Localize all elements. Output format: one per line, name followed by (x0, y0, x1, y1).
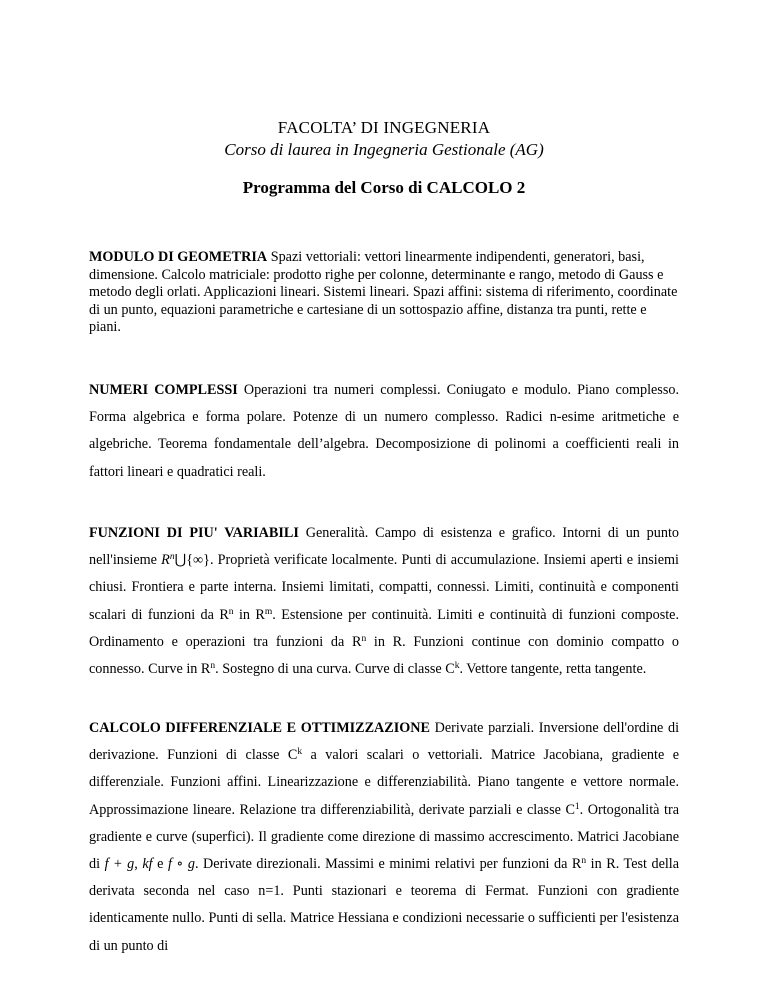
section-title-complessi: NUMERI COMPLESSI (89, 382, 238, 398)
text-run: a valori scalari o vettoriali. Matrice Jacobiana, gradiente e differenziale. Funzioni affini. Linearizzazione e differenziabilità. Piano tangente e vettore normale. Approssimazione lineare. Relazione tra differenziabilità, derivate parziali e classe C (89, 747, 679, 818)
superscript: n (228, 606, 234, 617)
math-f-plus-g: f + g (104, 856, 135, 873)
text-run: Generalità. Campo di esistenza e grafico. Intorni di un punto nell'insieme (89, 525, 679, 569)
superscript: k (454, 661, 460, 672)
section-title-funzioni: FUNZIONI DI PIU' VARIABILI (89, 525, 299, 541)
superscript: n (581, 856, 587, 867)
section-text-complessi: Operazioni tra numeri complessi. Coniugato e modulo. Piano complesso. Forma algebrica e forma polare. Potenze di un numero complesso. Radici n-esime aritmetiche e algebriche. Teorema fondamentale dell’algebra. Decomposizione di polinomi a coefficienti reali in fattori lineari e quadratici reali. (89, 382, 679, 480)
text-run: . Sostegno di una curva. Curve di classe C (215, 661, 455, 678)
text-run: . Proprietà verificate localmente. Punti di accumulazione. Insiemi aperti e insiemi chiusi. Frontiera e parte interna. Insiemi limitati, compatti, connessi. Limiti, continuità e componenti scalari di funzioni da R (89, 552, 680, 623)
math-f-compose-g: f ∘ g (167, 856, 195, 873)
section-text-geometria: Spazi vettoriali: vettori linearmente indipendenti, generatori, basi, dimensione. Calcolo matriciale: prodotto righe per colonne, determinante e rango, metodo di Gauss e metodo degli orlati. Applicazioni lineari. Sistemi lineari. Spazi affini: sistema di riferimento, coordinate di un punto, equazioni parametriche e cartesiane di un sottospazio affine, distanza tra punti, rette e piani. (89, 249, 678, 336)
section-funzioni (89, 520, 679, 683)
superscript: 1 (574, 801, 580, 812)
text-run: . Ortogonalità tra gradiente e curve (superfici). Il gradiente come direzione di massimo accrescimento. Matrici Jacobiane di (89, 801, 679, 873)
math-union-infinity: ⋃{∞} (174, 552, 210, 569)
text-run: in R. Test della derivata seconda nel caso n=1. Punti stazionari e teorema di Fermat. Funzioni con gradiente identicamente nullo. Punti di sella. Matrice Hessiana e condizioni necessarie o sufficienti per l'esistenza di un punto di (89, 856, 680, 954)
text-run: e (157, 856, 164, 873)
section-numeri-complessi (89, 377, 679, 486)
text-run: , (134, 856, 138, 873)
text-run: in R (233, 606, 265, 623)
math-kf: kf (142, 856, 153, 873)
course-subtitle: Corso di laurea in Ingegneria Gestionale (AG) (224, 140, 544, 159)
faculty-heading: FACOLTA’ DI INGEGNERIA (277, 118, 491, 137)
math-exponent: n (169, 552, 175, 563)
superscript: n (210, 661, 216, 672)
section-title-geometria: MODULO DI GEOMETRIA (89, 249, 268, 265)
section-geometria (89, 249, 679, 337)
program-title: Programma del Corso di CALCOLO 2 (242, 178, 526, 197)
section-title-differenziale: CALCOLO DIFFERENZIALE E OTTIMIZZAZIONE (89, 720, 431, 736)
math-set-r: R (161, 552, 170, 569)
text-run: Derivate parziali. Inversione dell'ordine di derivazione. Funzioni di classe C (89, 720, 680, 764)
superscript: n (361, 633, 367, 644)
text-run: in R. Funzioni continue con dominio compatto o connesso. Curve in R (89, 633, 679, 678)
text-run: . Estensione per continuità. Limiti e continuità di funzioni composte. Ordinamento e operazioni tra funzioni da R (89, 606, 680, 650)
text-run: . Vettore tangente, retta tangente. (459, 661, 647, 678)
superscript: k (297, 747, 303, 758)
superscript: m (264, 606, 273, 617)
text-run: . Derivate direzionali. Massimi e minimi relativi per funzioni da R (194, 856, 582, 873)
section-calcolo-differenziale (89, 715, 679, 960)
